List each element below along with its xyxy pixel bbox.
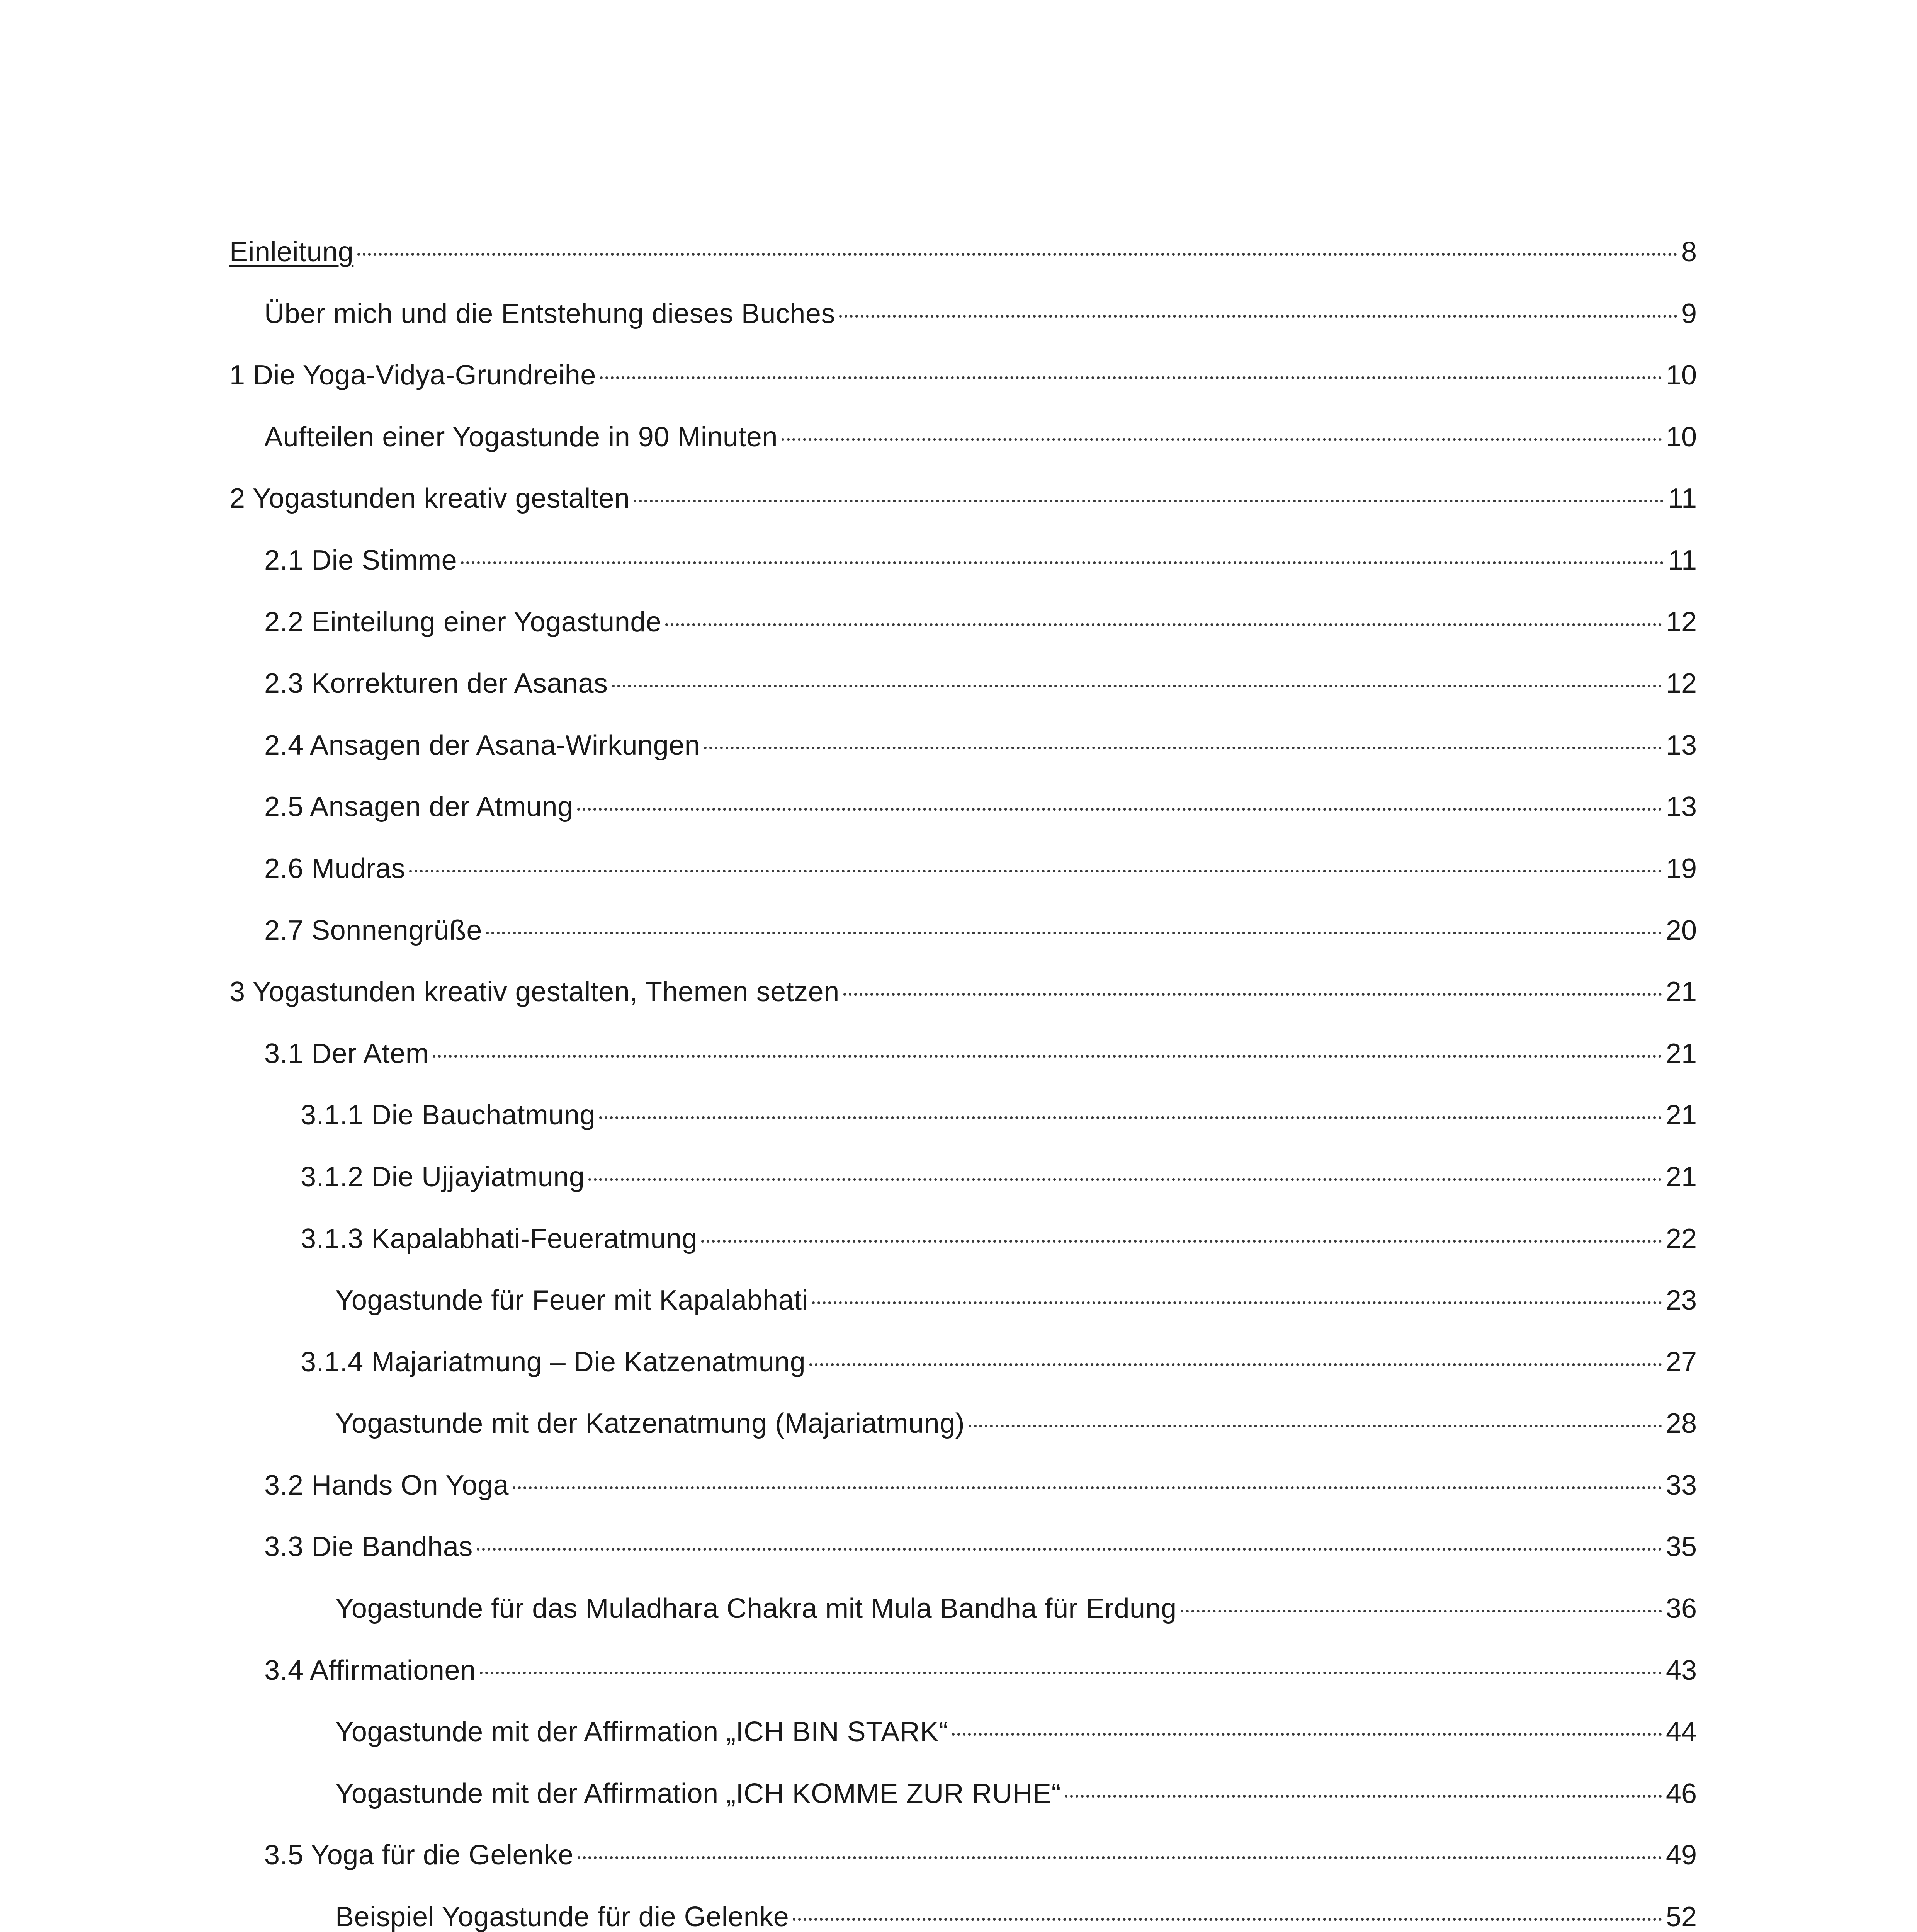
- toc-entry[interactable]: [229, 726, 1697, 788]
- toc-entry-title: 3.5 Yoga für die Gelenke: [264, 1840, 574, 1871]
- toc-entry-page-number: 49: [1665, 1840, 1697, 1871]
- dot-leader: [793, 1918, 1662, 1921]
- toc-entry-page-number: 44: [1665, 1716, 1697, 1748]
- toc-entry[interactable]: [229, 418, 1697, 480]
- toc-entry[interactable]: [229, 1774, 1697, 1836]
- toc-entry[interactable]: [229, 603, 1697, 665]
- toc-entry[interactable]: [229, 1158, 1697, 1219]
- dot-leader: [809, 1363, 1662, 1366]
- toc-entry-title: Yogastunde mit der Affirmation „ICH BIN STARK“: [335, 1716, 948, 1748]
- toc-entry-page-number: 21: [1665, 1161, 1697, 1192]
- dot-leader: [665, 623, 1662, 626]
- toc-entry-title: 3.3 Die Bandhas: [264, 1531, 473, 1563]
- toc-entry[interactable]: [229, 1281, 1697, 1343]
- toc-entry[interactable]: [229, 233, 1697, 294]
- dot-leader: [480, 1672, 1662, 1674]
- toc-entry-page-number: 12: [1665, 606, 1697, 638]
- toc-entry-title: Yogastunde mit der Affirmation „ICH KOMME ZUR RUHE“: [335, 1778, 1061, 1809]
- toc-entry-page-number: 21: [1665, 1038, 1697, 1069]
- toc-entry[interactable]: [229, 1404, 1697, 1466]
- dot-leader: [599, 1116, 1662, 1119]
- dot-leader: [812, 1301, 1662, 1304]
- toc-entry[interactable]: [229, 1898, 1697, 1932]
- toc-entry-page-number: 12: [1665, 668, 1697, 699]
- dot-leader: [578, 1856, 1662, 1859]
- toc-entry[interactable]: [229, 973, 1697, 1034]
- dot-leader: [600, 376, 1662, 379]
- dot-leader: [839, 315, 1677, 318]
- toc-entry-page-number: 11: [1668, 483, 1697, 514]
- toc-entry-page-number: 19: [1665, 853, 1697, 884]
- toc-entry-title: 2.5 Ansagen der Atmung: [264, 791, 573, 823]
- toc-entry[interactable]: [229, 911, 1697, 973]
- dot-leader: [433, 1055, 1662, 1058]
- dot-leader: [704, 747, 1662, 749]
- toc-entry-page-number: 36: [1665, 1593, 1697, 1624]
- toc-entry[interactable]: [229, 1651, 1697, 1713]
- dot-leader: [969, 1425, 1662, 1427]
- toc-entry[interactable]: [229, 1034, 1697, 1096]
- toc-entry-title: 2.2 Einteilung einer Yogastunde: [264, 606, 662, 638]
- toc-entry-title: Beispiel Yogastunde für die Gelenke: [335, 1901, 789, 1932]
- toc-entry[interactable]: [229, 1096, 1697, 1158]
- dot-leader: [843, 993, 1662, 996]
- toc-entry-page-number: 13: [1665, 791, 1697, 823]
- dot-leader: [782, 438, 1662, 441]
- toc-entry-page-number: 11: [1668, 544, 1697, 576]
- toc-entry[interactable]: [229, 1527, 1697, 1589]
- toc-entry-title: 3.1.4 Majariatmung – Die Katzenatmung: [301, 1346, 806, 1378]
- toc-entry-title: Yogastunde für das Muladhara Chakra mit Mula Bandha für Erdung: [335, 1593, 1177, 1624]
- toc-entry[interactable]: [229, 1343, 1697, 1405]
- toc-entry-title: Über mich und die Entstehung dieses Buches: [264, 298, 835, 329]
- dot-leader: [701, 1240, 1662, 1243]
- dot-leader: [612, 685, 1662, 687]
- toc-entry-page-number: 21: [1665, 976, 1697, 1008]
- toc-entry[interactable]: [229, 1713, 1697, 1774]
- toc-entry[interactable]: [229, 664, 1697, 726]
- toc-entry-title: Einleitung: [229, 236, 354, 267]
- toc-entry-page-number: 23: [1665, 1285, 1697, 1316]
- toc-entry[interactable]: [229, 1219, 1697, 1281]
- toc-entry-title: Yogastunde mit der Katzenatmung (Majariatmung): [335, 1408, 965, 1439]
- dot-leader: [1181, 1610, 1662, 1612]
- dot-leader: [513, 1486, 1662, 1489]
- dot-leader: [486, 932, 1662, 934]
- toc-entry[interactable]: [229, 1589, 1697, 1651]
- toc-entry-title: 2.4 Ansagen der Asana-Wirkungen: [264, 730, 700, 761]
- toc-entry-page-number: 10: [1665, 421, 1697, 452]
- toc-entry-page-number: 28: [1665, 1408, 1697, 1439]
- toc-entry-title: Aufteilen einer Yogastunde in 90 Minuten: [264, 421, 778, 452]
- dot-leader: [477, 1548, 1662, 1551]
- toc-entry-title: 2.6 Mudras: [264, 853, 406, 884]
- toc-entry-page-number: 20: [1665, 915, 1697, 946]
- toc-entry-page-number: 35: [1665, 1531, 1697, 1563]
- toc-entry-title: 2.7 Sonnengrüße: [264, 915, 482, 946]
- toc-entry[interactable]: [229, 787, 1697, 849]
- toc-entry-title: 3.1 Der Atem: [264, 1038, 429, 1069]
- toc-entry-page-number: 52: [1665, 1901, 1697, 1932]
- toc-entry-title: 1 Die Yoga-Vidya-Grundreihe: [229, 360, 596, 391]
- toc-entry[interactable]: [229, 294, 1697, 356]
- toc-entry-page-number: 8: [1681, 236, 1697, 267]
- dot-leader: [461, 561, 1664, 564]
- dot-leader: [577, 808, 1662, 811]
- toc-entry-title: Yogastunde für Feuer mit Kapalabhati: [335, 1285, 809, 1316]
- toc-entry[interactable]: [229, 541, 1697, 603]
- toc-entry-title: 3.4 Affirmationen: [264, 1655, 476, 1686]
- toc-entry-page-number: 46: [1665, 1778, 1697, 1809]
- dot-leader: [952, 1733, 1662, 1736]
- table-of-contents: [229, 233, 1697, 1932]
- toc-entry-title: 2.1 Die Stimme: [264, 544, 457, 576]
- toc-entry-page-number: 33: [1665, 1469, 1697, 1501]
- toc-entry-page-number: 43: [1665, 1655, 1697, 1686]
- toc-entry-title: 3.1.2 Die Ujjayiatmung: [301, 1161, 585, 1192]
- dot-leader: [357, 253, 1677, 256]
- toc-entry[interactable]: [229, 1836, 1697, 1898]
- toc-entry-page-number: 27: [1665, 1346, 1697, 1378]
- toc-entry-title: 3.1.3 Kapalabhati-Feueratmung: [301, 1223, 698, 1254]
- toc-entry-title: 3 Yogastunden kreativ gestalten, Themen setzen: [229, 976, 840, 1008]
- dot-leader: [409, 870, 1662, 872]
- toc-entry-page-number: 21: [1665, 1100, 1697, 1131]
- toc-entry-page-number: 9: [1681, 298, 1697, 329]
- toc-entry[interactable]: [229, 479, 1697, 541]
- toc-entry-title: 3.1.1 Die Bauchatmung: [301, 1100, 595, 1131]
- toc-entry[interactable]: [229, 1466, 1697, 1528]
- dot-leader: [1065, 1795, 1662, 1798]
- toc-entry-page-number: 10: [1665, 360, 1697, 391]
- dot-leader: [634, 500, 1664, 502]
- dot-leader: [588, 1178, 1662, 1181]
- toc-entry-title: 2.3 Korrekturen der Asanas: [264, 668, 608, 699]
- toc-entry-title: 3.2 Hands On Yoga: [264, 1469, 509, 1501]
- toc-entry-page-number: 22: [1665, 1223, 1697, 1254]
- toc-entry-title: 2 Yogastunden kreativ gestalten: [229, 483, 630, 514]
- toc-entry[interactable]: [229, 356, 1697, 418]
- toc-entry[interactable]: [229, 849, 1697, 911]
- toc-entry-page-number: 13: [1665, 730, 1697, 761]
